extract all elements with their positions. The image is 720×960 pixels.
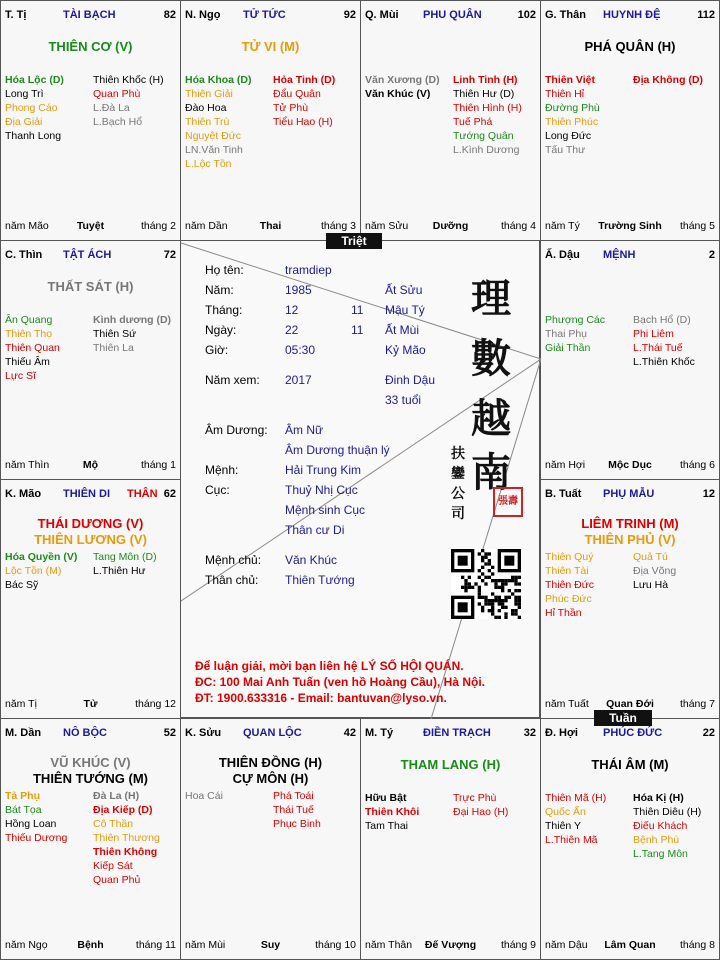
main-stars xyxy=(541,516,719,548)
cuc-value: Thuỷ Nhị Cục xyxy=(285,483,358,497)
am-duong-value: Âm Nữ xyxy=(285,423,324,437)
minor-star: L.Tang Môn xyxy=(633,848,688,860)
minor-star: Tướng Quân xyxy=(453,130,514,142)
palace-position: K. Sửu xyxy=(185,727,222,739)
minor-star: Hỏa Tinh (D) xyxy=(273,74,336,86)
truong-sinh-stage: Suy xyxy=(260,939,281,951)
palace-header xyxy=(5,488,176,504)
right-star-column xyxy=(273,789,321,831)
palace-position: Q. Mùi xyxy=(365,9,399,21)
minor-star: Bát Tọa xyxy=(5,804,42,816)
palace-year: năm Tị xyxy=(5,698,37,710)
left-star-column xyxy=(545,791,606,847)
birth-label: Năm: xyxy=(205,283,234,297)
minor-star: Linh Tinh (H) xyxy=(453,74,518,86)
main-star: THÁI ÂM (M) xyxy=(591,757,669,772)
minor-star: Địa Kiếp (D) xyxy=(93,804,153,816)
palace-name: TẬT ÁCH xyxy=(63,249,112,261)
palace-month: tháng 7 xyxy=(679,698,715,710)
palace-footer xyxy=(365,939,536,953)
right-star-column xyxy=(633,550,676,592)
minor-star: Hóa Khoa (D) xyxy=(185,74,252,86)
minor-star: Nguyệt Đức xyxy=(185,130,242,142)
palace-name: ĐIỀN TRẠCH xyxy=(423,727,491,739)
minor-star: Văn Xương (D) xyxy=(365,74,440,86)
left-star-column xyxy=(545,313,605,355)
calligraphy-small-1: 扶 xyxy=(451,446,465,462)
triet-marker: Triệt xyxy=(326,233,382,249)
palace-dan xyxy=(0,718,181,960)
minor-star: Địa Giải xyxy=(5,116,43,128)
right-star-column xyxy=(453,73,522,157)
palace-month: tháng 11 xyxy=(135,939,176,951)
minor-star: Hữu Bật xyxy=(365,792,407,804)
birth-solar: 22 xyxy=(285,323,299,337)
palace-position: M. Dần xyxy=(5,727,42,739)
minor-star: Phi Liêm xyxy=(633,328,674,340)
birth-label: Ngày: xyxy=(205,323,237,337)
minor-star: Thai Phụ xyxy=(545,328,588,340)
palace-age: 82 xyxy=(163,9,176,21)
minor-star: Trực Phù xyxy=(453,792,497,804)
palace-ty xyxy=(360,718,541,960)
palace-name: THIÊN DI xyxy=(63,488,111,500)
palace-footer xyxy=(545,939,715,953)
palace-month: tháng 1 xyxy=(140,459,176,471)
palace-month: tháng 3 xyxy=(320,220,356,232)
left-star-column xyxy=(365,791,419,833)
palace-footer xyxy=(5,939,176,953)
truong-sinh-stage: Bệnh xyxy=(77,939,104,951)
menh-chu-label: Mệnh chủ: xyxy=(205,553,262,567)
palace-age: 22 xyxy=(702,727,715,739)
palace-name: QUAN LỘC xyxy=(243,727,302,739)
right-star-column xyxy=(93,73,164,129)
truong-sinh-stage: Thai xyxy=(259,220,282,232)
birth-solar: 1985 xyxy=(285,283,312,297)
palace-year: năm Tý xyxy=(545,220,580,232)
calligraphy-char-1: 理 xyxy=(471,275,511,322)
main-stars xyxy=(1,755,180,787)
palace-name: PHÚC ĐỨC xyxy=(603,727,663,739)
minor-star: Thiên Sứ xyxy=(93,328,137,340)
minor-star: Thanh Long xyxy=(5,130,62,142)
minor-star: Tuế Phá xyxy=(453,116,493,128)
minor-star: Thiên Việt xyxy=(545,74,595,86)
am-duong-label: Âm Dương: xyxy=(205,423,268,437)
calligraphy-small-2: 鑾 xyxy=(451,466,465,482)
main-star: THIÊN LƯƠNG (V) xyxy=(34,532,147,547)
minor-star: Hóa Kị (H) xyxy=(633,792,684,804)
right-star-column xyxy=(93,550,157,578)
main-star: CỰ MÔN (H) xyxy=(232,771,309,786)
palace-age: 112 xyxy=(697,9,715,21)
minor-star: Bệnh Phù xyxy=(633,834,680,846)
palace-ti xyxy=(0,0,181,241)
minor-star: Tang Môn (D) xyxy=(93,551,157,563)
palace-dau xyxy=(540,240,720,480)
main-star: THIÊN CƠ (V) xyxy=(48,39,133,54)
palace-position: B. Tuất xyxy=(545,488,582,500)
main-stars xyxy=(1,279,180,295)
main-star: THIÊN TƯỚNG (M) xyxy=(32,771,149,786)
left-star-column xyxy=(545,550,594,620)
left-star-column xyxy=(185,73,252,171)
left-star-column xyxy=(365,73,440,101)
truong-sinh-stage: Quan Đới xyxy=(606,698,654,710)
birth-lunar: 11 xyxy=(351,323,364,337)
red-seal: 張壽 xyxy=(493,487,523,517)
minor-star: Thiên Diêu (H) xyxy=(633,806,702,818)
main-star: THẤT SÁT (H) xyxy=(47,279,134,294)
palace-header xyxy=(365,727,536,743)
menh-label: Mệnh: xyxy=(205,463,239,477)
minor-star: Đại Hao (H) xyxy=(453,806,509,818)
nam-xem-value: 2017 xyxy=(285,373,312,387)
birth-can-chi: Ất Mùi xyxy=(385,323,420,337)
calligraphy-small-3: 公 xyxy=(451,486,465,502)
birth-solar: 05:30 xyxy=(285,343,316,357)
palace-position: Ấ. Dậu xyxy=(545,249,580,261)
palace-year: năm Dần xyxy=(185,220,228,232)
palace-month: tháng 12 xyxy=(135,698,176,710)
minor-star: L.Bạch Hổ xyxy=(93,116,143,128)
palace-age: 92 xyxy=(343,9,356,21)
minor-star: Tả Phụ xyxy=(5,790,41,802)
minor-star: Kiếp Sát xyxy=(93,860,133,872)
palace-footer xyxy=(545,459,715,473)
minor-star: Thiên Giải xyxy=(185,88,233,100)
palace-name: PHU QUÂN xyxy=(423,9,482,21)
palace-year: năm Thân xyxy=(365,939,413,951)
contact-line-1: Để luận giải, mời bạn liên hệ LÝ SỐ HỘI QUÁN. xyxy=(195,659,464,673)
palace-year: năm Mão xyxy=(5,220,49,232)
palace-month: tháng 5 xyxy=(679,220,715,232)
palace-age: 102 xyxy=(517,9,536,21)
calligraphy-char-4: 南 xyxy=(471,449,511,496)
main-stars xyxy=(541,39,719,55)
minor-star: Thiên Hình (H) xyxy=(453,102,522,114)
palace-mao xyxy=(0,479,181,719)
birth-can-chi: Kỷ Mão xyxy=(385,343,426,357)
minor-star: Địa Võng xyxy=(633,565,677,577)
main-star: VŨ KHÚC (V) xyxy=(50,755,131,770)
left-star-column xyxy=(185,789,223,803)
birth-solar: tramdiep xyxy=(285,263,332,277)
palace-month: tháng 9 xyxy=(500,939,536,951)
palace-name: PHỤ MẪU xyxy=(603,488,655,500)
palace-footer xyxy=(185,939,356,953)
palace-age: 62 xyxy=(163,488,176,500)
main-stars xyxy=(541,757,719,773)
than-marker: THÂN xyxy=(127,488,158,500)
calligraphy-char-2: 數 xyxy=(471,335,511,382)
palace-position: C. Thìn xyxy=(5,249,43,261)
birth-can-chi: Mậu Tý xyxy=(385,303,425,317)
palace-footer xyxy=(5,459,176,473)
palace-month: tháng 8 xyxy=(679,939,715,951)
main-star: THIÊN PHỦ (V) xyxy=(584,532,676,547)
am-duong-relation: Âm Dương thuận lý xyxy=(285,443,390,457)
minor-star: L.Thiên Hư xyxy=(93,565,146,577)
minor-star: Thiên Thọ xyxy=(5,328,53,340)
minor-star: Thiên Đức xyxy=(545,579,595,591)
palace-year: năm Mùi xyxy=(185,939,226,951)
than-chu-value: Thiên Tướng xyxy=(285,573,355,587)
minor-star: Thiên Quan xyxy=(5,342,60,354)
palace-position: G. Thân xyxy=(545,9,586,21)
palace-footer xyxy=(185,220,356,234)
main-stars xyxy=(361,757,540,773)
palace-footer xyxy=(365,220,536,234)
minor-star: Quan Phù xyxy=(93,88,141,100)
palace-month: tháng 4 xyxy=(500,220,536,232)
cuc-label: Cục: xyxy=(205,483,230,497)
palace-year: năm Tuất xyxy=(545,698,589,710)
minor-star: Phượng Các xyxy=(545,314,606,326)
palace-ngo xyxy=(180,0,361,241)
minor-star: Phá Toái xyxy=(273,790,314,802)
minor-star: Long Trì xyxy=(5,88,44,100)
nam-xem-label: Năm xem: xyxy=(205,373,260,387)
right-star-column xyxy=(93,789,160,887)
minor-star: Giải Thần xyxy=(545,342,591,354)
nam-xem-can-chi: Đinh Dậu xyxy=(385,373,436,387)
birth-lunar: 11 xyxy=(351,303,364,317)
palace-header xyxy=(5,249,176,265)
minor-star: Hóa Lộc (D) xyxy=(5,74,64,86)
minor-star: LN.Văn Tinh xyxy=(185,144,243,156)
palace-footer xyxy=(545,220,715,234)
minor-star: Thiên Mã (H) xyxy=(545,792,607,804)
palace-mui xyxy=(360,0,541,241)
minor-star: Thiếu Âm xyxy=(5,356,50,368)
palace-header xyxy=(545,249,715,265)
palace-header xyxy=(545,488,715,504)
palace-hoi xyxy=(540,718,720,960)
than-cu-value: Thân cư Di xyxy=(285,523,345,537)
main-star: THAM LANG (H) xyxy=(400,757,501,772)
truong-sinh-stage: Tuyệt xyxy=(76,220,105,232)
minor-star: Lộc Tồn (M) xyxy=(5,565,62,577)
minor-star: Hoa Cái xyxy=(185,790,223,802)
minor-star: Đường Phù xyxy=(545,102,600,114)
main-stars xyxy=(181,39,360,55)
calligraphy-char-3: 越 xyxy=(471,395,511,442)
cuc-relation: Mệnh sinh Cục xyxy=(285,503,366,517)
birth-label: Họ tên: xyxy=(205,263,244,277)
palace-header xyxy=(5,9,176,25)
minor-star: Đà La (H) xyxy=(93,790,140,802)
menh-value: Hải Trung Kim xyxy=(285,463,362,477)
palace-name: HUYNH ĐỆ xyxy=(603,9,661,21)
minor-star: Bác Sỹ xyxy=(5,579,39,591)
right-star-column xyxy=(633,791,701,861)
minor-star: Lưu Hà xyxy=(633,579,669,591)
palace-header xyxy=(5,727,176,743)
birth-label: Giờ: xyxy=(205,343,229,357)
minor-star: Tử Phù xyxy=(273,102,309,114)
left-star-column xyxy=(545,73,600,157)
minor-star: Thái Tuế xyxy=(273,804,314,816)
palace-age: 32 xyxy=(523,727,536,739)
minor-star: Thiếu Dương xyxy=(5,832,68,844)
minor-star: L.Thiên Mã xyxy=(545,834,598,846)
main-star: THÁI DƯƠNG (V) xyxy=(37,516,144,531)
minor-star: Văn Khúc (V) xyxy=(365,88,431,100)
truong-sinh-stage: Mộ xyxy=(82,459,99,471)
minor-star: Thiên Trù xyxy=(185,116,230,128)
palace-month: tháng 6 xyxy=(679,459,715,471)
minor-star: Tam Thai xyxy=(365,820,408,832)
main-star: PHÁ QUÂN (H) xyxy=(584,39,676,54)
minor-star: Thiên Y xyxy=(545,820,581,832)
minor-star: Hồng Loan xyxy=(5,818,57,830)
minor-star: L.Thái Tuế xyxy=(633,342,683,354)
minor-star: Đẩu Quân xyxy=(273,88,321,100)
minor-star: Thiên Thương xyxy=(93,832,160,844)
left-star-column xyxy=(5,313,60,383)
palace-age: 42 xyxy=(343,727,356,739)
palace-name: MỆNH xyxy=(603,249,636,261)
minor-star: Ân Quang xyxy=(5,314,53,326)
right-star-column xyxy=(453,791,508,819)
birth-can-chi: Ất Sửu xyxy=(385,283,423,297)
main-stars xyxy=(181,755,360,787)
left-star-column xyxy=(5,789,67,845)
truong-sinh-stage: Tử xyxy=(83,698,98,710)
minor-star: Thiên Quý xyxy=(545,551,594,563)
minor-star: Quan Phủ xyxy=(93,874,141,886)
palace-position: Đ. Hợi xyxy=(545,727,578,739)
left-star-column xyxy=(5,73,64,143)
minor-star: Thiên Không xyxy=(93,846,158,858)
minor-star: Lực Sĩ xyxy=(5,370,36,382)
minor-star: Thiên Khôi xyxy=(365,806,420,818)
truong-sinh-stage: Đế Vượng xyxy=(424,939,477,951)
palace-thin xyxy=(0,240,181,480)
left-star-column xyxy=(5,550,77,592)
main-star: LIÊM TRINH (M) xyxy=(581,516,679,531)
palace-tuat xyxy=(540,479,720,719)
minor-star: Hỉ Thần xyxy=(545,607,582,619)
age-value: 33 tuổi xyxy=(385,393,422,407)
minor-star: Long Đức xyxy=(545,130,592,142)
than-chu-label: Thân chủ: xyxy=(205,573,259,587)
minor-star: Cô Thần xyxy=(93,818,134,830)
palace-age: 2 xyxy=(708,249,715,261)
palace-year: năm Hợi xyxy=(545,459,586,471)
birth-label: Tháng: xyxy=(205,303,243,317)
minor-star: Điếu Khách xyxy=(633,820,688,832)
palace-name: TỬ TỨC xyxy=(243,9,286,21)
minor-star: Quả Tú xyxy=(633,551,668,563)
palace-month: tháng 2 xyxy=(140,220,176,232)
minor-star: L.Đà La xyxy=(93,102,130,114)
palace-footer xyxy=(5,698,176,712)
right-star-column xyxy=(273,73,335,129)
palace-age: 72 xyxy=(163,249,176,261)
main-stars xyxy=(1,39,180,55)
minor-star: Kình dương (D) xyxy=(93,314,172,326)
main-stars xyxy=(1,516,180,548)
birth-solar: 12 xyxy=(285,303,299,317)
contact-line-2: ĐC: 100 Mai Anh Tuấn (ven hồ Hoàng Cầu), Hà Nội. xyxy=(195,675,486,689)
palace-footer xyxy=(5,220,176,234)
palace-position: K. Mão xyxy=(5,488,42,500)
palace-age: 52 xyxy=(163,727,176,739)
palace-year: năm Sửu xyxy=(365,220,409,232)
tuan-marker: Tuần xyxy=(594,710,652,726)
center-info-panel xyxy=(180,240,540,718)
minor-star: Địa Không (D) xyxy=(633,74,703,86)
minor-star: L.Kình Dương xyxy=(453,144,520,156)
qr-code[interactable] xyxy=(451,549,521,619)
minor-star: Quốc Ấn xyxy=(545,806,586,818)
right-star-column xyxy=(93,313,171,355)
palace-header xyxy=(545,727,715,743)
palace-position: M. Tý xyxy=(365,727,394,739)
palace-header xyxy=(185,9,356,25)
truong-sinh-stage: Lâm Quan xyxy=(604,939,656,951)
minor-star: Thiên Tài xyxy=(545,565,589,577)
menh-chu-value: Văn Khúc xyxy=(285,553,338,567)
minor-star: Bạch Hổ (D) xyxy=(633,314,691,326)
minor-star: Thiên Hỉ xyxy=(545,88,585,100)
palace-month: tháng 10 xyxy=(315,939,356,951)
palace-header xyxy=(545,9,715,25)
palace-position: N. Ngọ xyxy=(185,9,221,21)
minor-star: Tiểu Hao (H) xyxy=(273,116,333,128)
palace-age: 12 xyxy=(702,488,715,500)
truong-sinh-stage: Trường Sinh xyxy=(598,220,662,232)
palace-suu xyxy=(180,718,361,960)
minor-star: Phục Binh xyxy=(273,818,321,830)
minor-star: Tấu Thư xyxy=(545,144,586,156)
minor-star: Hóa Quyền (V) xyxy=(5,551,78,563)
calligraphy-small-4: 司 xyxy=(451,506,465,522)
palace-year: năm Thìn xyxy=(5,459,50,471)
minor-star: L.Thiên Khốc xyxy=(633,356,695,368)
palace-than xyxy=(540,0,720,241)
minor-star: Thiên Khốc (H) xyxy=(93,74,164,86)
palace-position: T. Tị xyxy=(5,9,27,21)
palace-year: năm Ngọ xyxy=(5,939,48,951)
truong-sinh-stage: Dưỡng xyxy=(432,220,469,232)
minor-star: Đào Hoa xyxy=(185,102,227,114)
main-star: THIÊN ĐỒNG (H) xyxy=(218,755,323,770)
palace-header xyxy=(365,9,536,25)
minor-star: Thiên Hư (D) xyxy=(453,88,515,100)
palace-year: năm Dậu xyxy=(545,939,588,951)
minor-star: Phong Cáo xyxy=(5,102,58,114)
palace-header xyxy=(185,727,356,743)
main-star: TỬ VI (M) xyxy=(241,39,300,54)
palace-name: TÀI BẠCH xyxy=(63,9,116,21)
minor-star: Phúc Đức xyxy=(545,593,592,605)
right-star-column xyxy=(633,73,703,87)
palace-name: NÔ BỘC xyxy=(63,727,107,739)
minor-star: L.Lộc Tồn xyxy=(185,158,232,170)
minor-star: Thiên La xyxy=(93,342,134,354)
truong-sinh-stage: Mộc Dục xyxy=(608,459,652,471)
contact-line-3: ĐT: 1900.633316 - Email: bantuvan@lyso.vn. xyxy=(195,691,447,705)
right-star-column xyxy=(633,313,695,369)
minor-star: Thiên Phúc xyxy=(545,116,599,128)
